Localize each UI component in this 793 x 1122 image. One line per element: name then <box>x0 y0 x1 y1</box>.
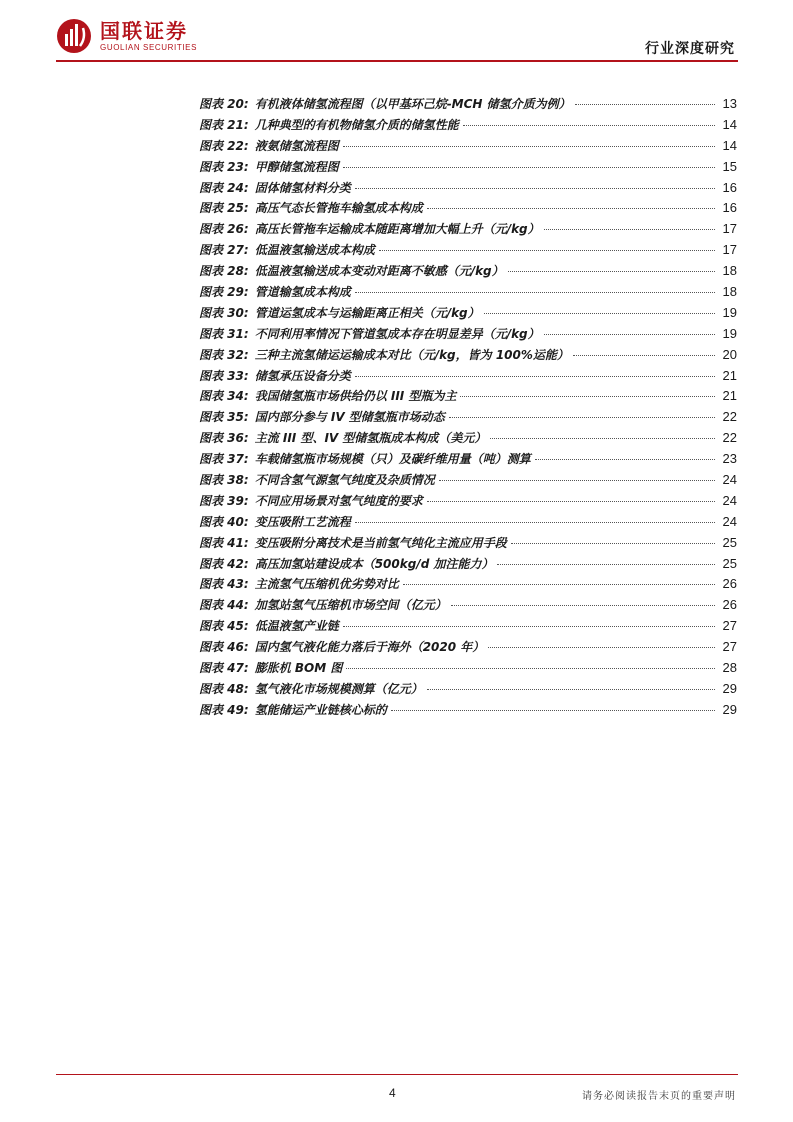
toc-entry[interactable] <box>199 367 737 388</box>
toc-leader-dots <box>497 564 715 565</box>
toc-entry[interactable] <box>199 429 737 450</box>
toc-entry-page: 28 <box>722 660 737 676</box>
toc-entry-page: 20 <box>722 346 737 362</box>
toc-entry-label: 图表 49: <box>199 702 249 717</box>
toc-entry-page: 14 <box>722 137 737 153</box>
toc-entry[interactable] <box>199 283 737 304</box>
toc-entry-label: 图表 40: <box>199 514 249 529</box>
toc-leader-dots <box>544 229 715 230</box>
toc-entry-page: 16 <box>722 200 737 216</box>
logo-chinese-name: 国联证券 <box>100 18 188 43</box>
toc-entry[interactable] <box>199 596 737 617</box>
toc-entry-page: 24 <box>722 513 737 529</box>
toc-entry[interactable] <box>199 555 737 576</box>
toc-entry[interactable] <box>199 575 737 596</box>
guolian-logo <box>56 18 197 54</box>
toc-entry-page: 24 <box>722 472 737 488</box>
toc-entry[interactable] <box>199 471 737 492</box>
toc-entry-label: 图表 25: <box>199 201 249 216</box>
toc-entry[interactable] <box>199 638 737 659</box>
toc-entry-title: 变压吸附工艺流程 <box>254 514 351 529</box>
header-divider <box>56 60 738 62</box>
toc-entry-label: 图表 28: <box>199 264 249 279</box>
toc-entry-title: 不同应用场景对氢气纯度的要求 <box>254 493 423 508</box>
toc-entry[interactable] <box>199 450 737 471</box>
toc-entry-page: 23 <box>722 451 737 467</box>
toc-entry-label: 图表 34: <box>199 389 249 404</box>
toc-entry-title: 氢能储运产业链核心标的 <box>254 702 387 717</box>
disclaimer-note: 请务必阅读报告末页的重要声明 <box>582 1091 736 1102</box>
toc-entry-title: 氢气液化市场规模测算（亿元） <box>254 681 423 696</box>
toc-entry-title: 加氢站氢气压缩机市场空间（亿元） <box>254 598 447 613</box>
toc-entry-label: 图表 42: <box>199 556 249 571</box>
toc-entry-label: 图表 24: <box>199 180 249 195</box>
toc-entry-label: 图表 44: <box>199 598 249 613</box>
toc-leader-dots <box>355 522 715 523</box>
toc-entry[interactable] <box>199 304 737 325</box>
footer-divider <box>56 1074 738 1075</box>
toc-entry-label: 图表 29: <box>199 285 249 300</box>
toc-entry-label: 图表 35: <box>199 410 249 425</box>
toc-entry[interactable] <box>199 199 737 220</box>
toc-entry-title: 膨胀机 BOM 图 <box>254 661 343 676</box>
toc-entry-label: 图表 30: <box>199 305 249 320</box>
toc-leader-dots <box>346 668 715 669</box>
toc-entry-label: 图表 36: <box>199 431 249 446</box>
toc-entry-label: 图表 45: <box>199 619 249 634</box>
toc-entry-page: 17 <box>722 221 737 237</box>
toc-entry-label: 图表 31: <box>199 326 249 341</box>
toc-leader-dots <box>544 334 715 335</box>
toc-entry-label: 图表 27: <box>199 243 249 258</box>
toc-leader-dots <box>343 167 715 168</box>
toc-entry[interactable] <box>199 492 737 513</box>
toc-entry[interactable] <box>199 158 737 179</box>
page-header <box>0 0 793 64</box>
toc-entry-page: 21 <box>722 388 737 404</box>
toc-entry-label: 图表 47: <box>199 661 249 676</box>
toc-entry[interactable] <box>199 95 737 116</box>
toc-entry-page: 29 <box>722 701 737 717</box>
toc-entry-label: 图表 22: <box>199 138 249 153</box>
toc-leader-dots <box>379 250 715 251</box>
toc-leader-dots <box>403 584 715 585</box>
toc-leader-dots <box>343 626 715 627</box>
toc-entry-title: 车载储氢瓶市场规模（只）及碳纤维用量（吨）测算 <box>254 452 531 467</box>
toc-entry-title: 国内部分参与 IV 型储氢瓶市场动态 <box>254 410 445 425</box>
toc-entry-label: 图表 32: <box>199 347 249 362</box>
table-of-figures <box>199 95 737 722</box>
toc-entry-title: 甲醇储氢流程图 <box>254 159 339 174</box>
toc-leader-dots <box>355 292 715 293</box>
report-section-label: 行业深度研究 <box>645 41 735 57</box>
toc-entry-label: 图表 46: <box>199 640 249 655</box>
logo-mark-icon <box>56 18 92 54</box>
toc-leader-dots <box>343 146 715 147</box>
toc-entry-page: 24 <box>722 492 737 508</box>
toc-entry[interactable] <box>199 262 737 283</box>
toc-entry-label: 图表 21: <box>199 117 249 132</box>
toc-entry-title: 我国储氢瓶市场供给仍以 III 型瓶为主 <box>254 389 457 404</box>
toc-entry-title: 主流 III 型、IV 型储氢瓶成本构成（美元） <box>254 431 487 446</box>
toc-entry-title: 主流氢气压缩机优劣势对比 <box>254 577 399 592</box>
toc-entry[interactable] <box>199 116 737 137</box>
toc-entry-label: 图表 37: <box>199 452 249 467</box>
toc-entry-page: 25 <box>722 534 737 550</box>
toc-entry-title: 几种典型的有机物储氢介质的储氢性能 <box>254 117 459 132</box>
toc-entry-title: 三种主流氢储运运输成本对比（元/kg，皆为 100%运能） <box>254 347 569 362</box>
toc-entry-label: 图表 43: <box>199 577 249 592</box>
toc-entry[interactable] <box>199 680 737 701</box>
toc-entry[interactable] <box>199 137 737 158</box>
toc-entry[interactable] <box>199 701 737 722</box>
toc-entry-label: 图表 48: <box>199 681 249 696</box>
toc-entry[interactable] <box>199 408 737 429</box>
toc-entry-page: 22 <box>722 409 737 425</box>
toc-leader-dots <box>427 208 715 209</box>
toc-entry[interactable] <box>199 346 737 367</box>
toc-entry-title: 低温液氢产业链 <box>254 619 339 634</box>
toc-entry-title: 不同利用率情况下管道氢成本存在明显差异（元/kg） <box>254 326 540 341</box>
toc-entry-page: 22 <box>722 430 737 446</box>
toc-leader-dots <box>508 271 715 272</box>
toc-entry-label: 图表 23: <box>199 159 249 174</box>
toc-entry-page: 26 <box>722 597 737 613</box>
toc-entry-page: 27 <box>722 618 737 634</box>
toc-entry-label: 图表 20: <box>199 97 249 111</box>
toc-entry[interactable] <box>199 617 737 638</box>
toc-entry-label: 图表 39: <box>199 493 249 508</box>
toc-entry-label: 图表 33: <box>199 368 249 383</box>
toc-leader-dots <box>511 543 715 544</box>
toc-entry-title: 高压气态长管拖车输氢成本构成 <box>254 201 423 216</box>
toc-entry-page: 15 <box>722 158 737 174</box>
toc-entry-page: 18 <box>722 263 737 279</box>
toc-entry-page: 19 <box>722 325 737 341</box>
toc-entry-title: 管道运氢成本与运输距离正相关（元/kg） <box>254 305 480 320</box>
toc-leader-dots <box>484 313 715 314</box>
toc-entry-title: 储氢承压设备分类 <box>254 368 351 383</box>
toc-entry[interactable] <box>199 179 737 200</box>
toc-entry-label: 图表 41: <box>199 535 249 550</box>
toc-entry-label: 图表 26: <box>199 222 249 237</box>
toc-entry[interactable] <box>199 220 737 241</box>
toc-entry-page: 26 <box>722 576 737 592</box>
toc-leader-dots <box>355 376 715 377</box>
toc-leader-dots <box>535 459 715 460</box>
page-number: 4 <box>389 1086 396 1100</box>
toc-entry-page: 17 <box>722 242 737 258</box>
toc-entry-title: 高压加氢站建设成本（500kg/d 加注能力） <box>254 556 494 571</box>
toc-entry-title: 变压吸附分离技术是当前氢气纯化主流应用手段 <box>254 535 507 550</box>
toc-leader-dots <box>463 125 715 126</box>
toc-entry-title: 低温液氢输送成本构成 <box>254 243 375 258</box>
toc-entry-page: 21 <box>722 367 737 383</box>
toc-entry-title: 液氨储氢流程图 <box>254 138 339 153</box>
toc-entry-page: 27 <box>722 639 737 655</box>
toc-entry-page: 25 <box>722 555 737 571</box>
toc-entry-title: 低温液氢输送成本变动对距离不敏感（元/kg） <box>254 264 504 279</box>
toc-leader-dots <box>439 480 715 481</box>
toc-entry[interactable] <box>199 325 737 346</box>
toc-leader-dots <box>460 396 715 397</box>
toc-leader-dots <box>449 417 715 418</box>
toc-entry[interactable] <box>199 534 737 555</box>
toc-entry-page: 19 <box>722 304 737 320</box>
toc-entry-title: 固体储氢材料分类 <box>254 180 351 195</box>
toc-entry-page: 13 <box>722 96 737 111</box>
toc-entry-page: 18 <box>722 284 737 300</box>
toc-entry[interactable] <box>199 387 737 408</box>
toc-entry-title: 管道输氢成本构成 <box>254 285 351 300</box>
toc-entry-title: 有机液体储氢流程图（以甲基环己烷-MCH 储氢介质为例） <box>254 97 571 111</box>
logo-english-name: GUOLIAN SECURITIES <box>100 42 198 52</box>
toc-leader-dots <box>427 501 715 502</box>
toc-entry-title: 不同含氢气源氢气纯度及杂质情况 <box>254 473 435 488</box>
toc-entry-label: 图表 38: <box>199 473 249 488</box>
toc-leader-dots <box>451 605 715 606</box>
toc-entry-page: 14 <box>722 116 737 132</box>
toc-leader-dots <box>490 438 715 439</box>
toc-leader-dots <box>575 104 715 105</box>
toc-leader-dots <box>355 188 715 189</box>
toc-entry[interactable] <box>199 513 737 534</box>
toc-entry-title: 国内氢气液化能力落后于海外（2020 年） <box>254 640 485 655</box>
toc-leader-dots <box>427 689 715 690</box>
toc-entry-page: 29 <box>722 680 737 696</box>
toc-entry-title: 高压长管拖车运输成本随距离增加大幅上升（元/kg） <box>254 222 540 237</box>
toc-leader-dots <box>391 710 715 711</box>
toc-entry[interactable] <box>199 241 737 262</box>
toc-entry[interactable] <box>199 659 737 680</box>
toc-leader-dots <box>573 355 715 356</box>
toc-entry-page: 16 <box>722 179 737 195</box>
toc-leader-dots <box>488 647 715 648</box>
